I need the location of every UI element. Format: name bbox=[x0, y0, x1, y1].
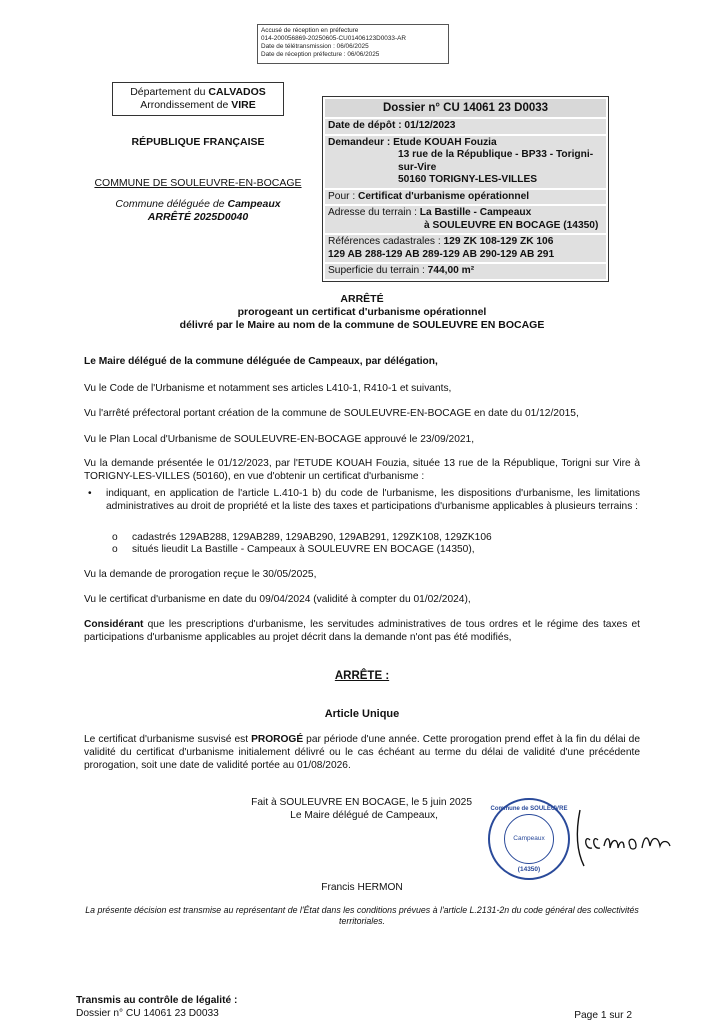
department-line: Département du CALVADOS bbox=[130, 86, 266, 98]
vu-plu: Vu le Plan Local d'Urbanisme de SOULEUVRE-EN-BOCAGE approuvé le 23/09/2021, bbox=[84, 434, 475, 445]
arrete-heading: ARRÊTE : bbox=[334, 670, 390, 682]
legal-notice: La présente décision est transmise au représentant de l'État dans les conditions prévues à l'article L.2131-2n du code général des collectivités territoriales. bbox=[85, 905, 639, 926]
bullet-dot: • bbox=[88, 488, 92, 499]
bullet-text: indiquant, en application de l'article L.410-1 b) du code de l'urbanisme, les dispositions d'urbanisme, les limitations administratives au droit de propriété et la liste des taxes et participations d'urbanisme applicables à plusieurs terrains : bbox=[106, 488, 640, 512]
sub-bullet-text: cadastrés 129AB288, 129AB289, 129AB290, 129AB291, 129ZK108, 129ZK106 bbox=[132, 532, 492, 543]
bullet-item bbox=[84, 487, 640, 513]
vu-prorogation: Vu la demande de prorogation reçue le 30/05/2025, bbox=[84, 569, 317, 580]
department-box bbox=[112, 82, 284, 116]
sub-bullet-text: situés lieudit La Bastille - Campeaux à SOULEUVRE EN BOCAGE (14350), bbox=[132, 544, 475, 555]
signatory-role: Le Maire délégué de Campeaux, bbox=[290, 810, 438, 821]
vu-code-urbanisme: Vu le Code de l'Urbanisme et notamment ses articles L410-1, R410-1 et suivants, bbox=[84, 383, 452, 394]
commune-seal bbox=[488, 798, 570, 880]
article-text: Le certificat d'urbanisme susvisé est PROROGÉ par période d'une année. Cette prorogation prend effet à la fin du délai de validité du certificat d'urbanisme initialement délivré ou le cas échéant au terme du délai de validité d'une précédente prorogation, soit une date de validité portée au 01/08/2026. bbox=[84, 734, 640, 771]
decision-subtitle-2: délivré par le Maire au nom de la commune de SOULEUVRE EN BOCAGE bbox=[179, 319, 545, 331]
vu-certificat: Vu le certificat d'urbanisme en date du 09/04/2024 (validité à compter du 01/02/2024), bbox=[84, 594, 471, 605]
pour: Pour : Certificat d'urbanisme opérationnel bbox=[325, 190, 606, 205]
considerant: Considérant que les prescriptions d'urbanisme, les servitudes administratives de tous ordres et le régime des taxes et participations d'urbanisme applicables au projet décrit dans la demande n'ont pas été modifiés, bbox=[84, 619, 640, 643]
stamp-line: Date de télétransmission : 06/06/2025 bbox=[261, 43, 369, 50]
place-date: Fait à SOULEUVRE EN BOCAGE, le 5 juin 2025 bbox=[251, 797, 472, 808]
demandeur: Demandeur : Etude KOUAH Fouzia 13 rue de la République - BP33 - Torigni-sur-Vire 50160 TORIGNY-LES-VILLES bbox=[325, 136, 606, 188]
depot-date: Date de dépôt : 01/12/2023 bbox=[325, 119, 606, 134]
sub-bullet-item bbox=[84, 543, 640, 556]
prefecture-receipt-stamp bbox=[257, 24, 449, 64]
seal-text-top: Commune de SOULEUVRE bbox=[490, 806, 568, 812]
arrondissement-line: Arrondissement de VIRE bbox=[140, 99, 256, 111]
signatory-name: Francis HERMON bbox=[321, 882, 403, 893]
page-number: Page 1 sur 2 bbox=[574, 1010, 632, 1021]
stamp-line: Accusé de réception en préfecture bbox=[261, 27, 359, 34]
dossier-box bbox=[322, 96, 609, 282]
adresse-terrain: Adresse du terrain : La Bastille - Campeaux à SOULEUVRE EN BOCAGE (14350) bbox=[325, 206, 606, 233]
decision-title: ARRÊTÉ bbox=[340, 293, 384, 305]
references-cadastrales: Références cadastrales : 129 ZK 108-129 ZK 106 129 AB 288-129 AB 289-129 AB 290-129 AB 291 bbox=[325, 235, 606, 262]
vu-demande: Vu la demande présentée le 01/12/2023, par l'ETUDE KOUAH Fouzia, situéе 13 rue de la République, Torigni sur Vire à TORIGNY-LES-VILLES (50160), en vue d'obtenir un certificat d'urbanisme : bbox=[84, 458, 640, 482]
commune-heading: COMMUNE DE SOULEUVRE-EN-BOCAGE bbox=[94, 177, 302, 189]
intro: Le Maire délégué de la commune déléguée de Campeaux, par délégation, bbox=[84, 356, 438, 367]
superficie: Superficie du terrain : 744,00 m² bbox=[325, 264, 606, 279]
sub-bullet-dot: o bbox=[112, 544, 118, 555]
transmis-label: Transmis au contrôle de légalité : bbox=[76, 995, 238, 1006]
stamp-line: Date de réception préfecture : 06/06/2025 bbox=[261, 51, 380, 58]
handwritten-signature bbox=[570, 806, 682, 870]
republique-heading: RÉPUBLIQUE FRANÇAISE bbox=[131, 136, 265, 148]
footer-dossier: Dossier n° CU 14061 23 D0033 bbox=[76, 1008, 219, 1019]
commune-deleguee: Commune déléguée de Campeaux bbox=[115, 198, 281, 210]
seal-text-center: Campeaux bbox=[513, 835, 545, 842]
article-heading: Article Unique bbox=[324, 708, 400, 720]
seal-text-bottom: (14350) bbox=[517, 866, 541, 873]
sub-bullet-dot: o bbox=[112, 532, 118, 543]
decision-subtitle: prorogeant un certificat d'urbanisme opérationnel bbox=[237, 306, 487, 318]
stamp-line: 014-200056869-20250605-CU01406123D0033-AR bbox=[261, 35, 406, 42]
arrete-reference: ARRÊTÉ 2025D0040 bbox=[147, 211, 249, 223]
dossier-number: Dossier n° CU 14061 23 D0033 bbox=[325, 99, 606, 117]
vu-arrete-prefectoral: Vu l'arrêté préfectoral portant création de la commune de SOULEUVRE-EN-BOCAGE en date du 01/12/2015, bbox=[84, 408, 579, 419]
